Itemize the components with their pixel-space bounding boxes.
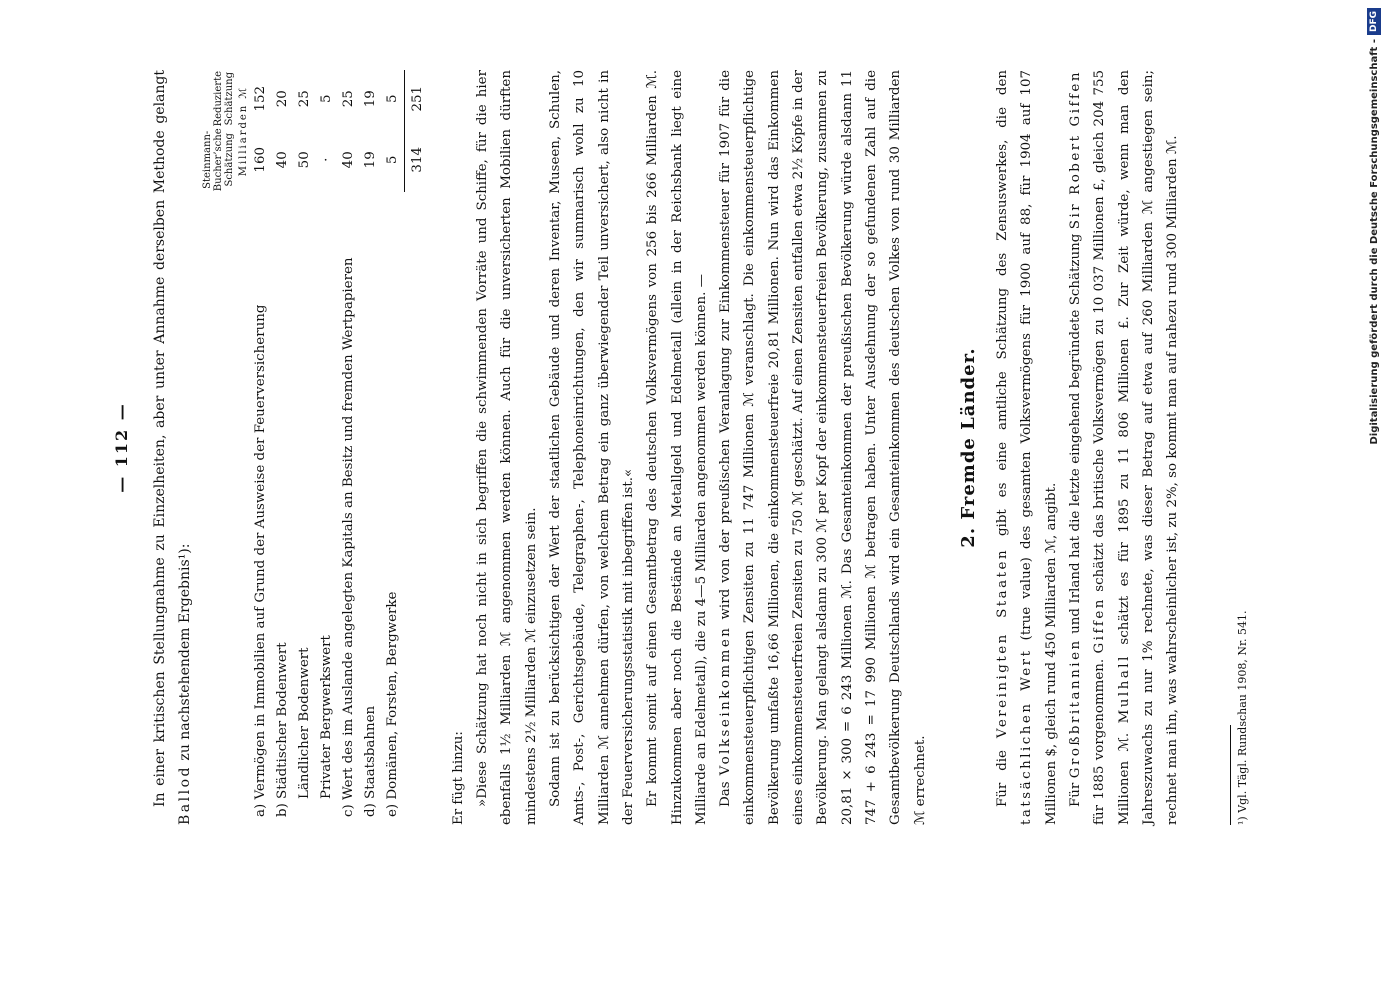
row-label: Ländlicher Bodenwert [296,647,312,799]
table-row [338,70,360,825]
text-run: für 1885 vorgenommen. [1092,658,1108,825]
table-row [294,70,316,825]
paragraph-vereinigte-staaten [991,70,1064,825]
footnote: ¹) Vgl. Tägl. Rundschau 1908, Nr. 541. [1235,610,1249,825]
footnote-rule [1230,725,1231,825]
er-fuegt-hinzu: Er fügt hinzu: [450,731,466,825]
section-heading: 2. Fremde Länder. [957,347,979,548]
row-value-1: 160 [252,147,268,173]
paragraph-volkseinkommen [714,70,933,825]
row-label: e) Domänen, Forsten, Bergwerke [384,591,400,817]
total-value-2: 251 [404,70,429,127]
table-unit-row [238,70,250,825]
row-value-1: 40 [340,151,356,169]
spaced-term: Mulhall [1116,654,1132,724]
row-value-2: 25 [340,90,356,108]
row-label: b) Städtischer Bodenwert [274,642,290,817]
intro-author-name: Ballod [176,765,193,825]
row-value-2: 19 [362,90,378,108]
table-row [272,70,294,825]
estimate-table [201,70,429,825]
spaced-term: tatsächlichen Wert [1019,648,1035,825]
text-run: gibt es eine amtliche Schätzung des Zensuswerkes, die den [995,69,1011,537]
row-value-1: 5 [384,155,400,165]
table-row [316,70,338,825]
paragraph-quote-2: Sodann ist zu berücksichtigen der Wert der staatlichen Gebäude und deren Inventar, Museen, Schulen, Amts-, Post-, Gerichtsgebäude, Telegraphen-, Telephoneinrichtungen, den wir summarisch wohl zu 10 Milliarden ℳ annehmen dürfen, von welchem Betrag ein ganz überwiegender Teil unversichert, also nicht in der Feuerversicherungsstatistik mit inbegriffen ist.« [548,70,636,825]
dfg-logo: DFG [1367,8,1381,35]
row-value-2: 152 [252,85,268,112]
table-header-row [201,70,238,825]
spaced-term: Großbritannien [1068,638,1084,779]
text-run: und Irland hat die letzte eingehend begründete Schätzung [1068,233,1084,634]
row-value-2: 5 [384,94,400,103]
intro-paragraph [148,70,197,825]
spaced-term: Giffen [1092,597,1108,654]
paragraph-gesamtbetrag: Er kommt somit auf einen Gesamtbetrag des deutschen Volksvermögens von 256 bis 266 Milliarden ℳ. Hinzukommen aber noch die Bestände an Metallgeld und Edelmetall (allein in der Reichsbank liegt eine Milliarde an Edelmetall), die zu 4—5 Milliarden angenommen werden können. — [645,70,709,825]
col-header-steinmann: Steinmann-Bucher’sche Schätzung [201,128,235,192]
table-row [382,70,405,825]
text-run: schätzt es für 1895 zu 11 806 Millionen £. Zur Zeit würde, wenn man den Jahreszuwachs zu nur 1% rechnete, was dieser Betrag auf etwa auf 260 Milliarden ℳ angestiegen sein; rechnet man ihn, was wahrscheinlicher ist, zu 2%, so kommt man auf nahezu rund 300 Milliarden ℳ. [1116,70,1181,825]
text-run: wird von der preußischen Veranlagung zur Einkommensteuer für 1907 für die einkommensteuerpflichtigen Zensiten zu 11 747 Millionen ℳ veranschlagt. Die einkommensteuerpflichtige Bevölkerung umfaßte 16,66 Millionen, die einkommensteuerfreie 20,81 Millionen. Nun wird das Einkommen eines einkommensteuerfreien Zensiten zu 750 ℳ geschätzt. Auf einen Zensiten entfallen etwa 2½ Köpfe in der Bevölkerung. Man gelangt alsdann zu 300 ℳ per Kopf der einkommensteuerfreien Bevölkerung, zusammen zu 20,81 × 300 = 6 243 Millionen ℳ. Das Gesamteinkommen der preußischen Bevölkerung würde alsdann 11 747 + 6 243 = 17 990 Millionen ℳ betragen haben. Unter Ausdehnung der so gefundenen Zahl auf die Gesamtbevölkerung Deutschlands wird ein Gesamteinkommen des deutschen Volkes von rund 30 Milliarden ℳ errechnet. [718,70,928,825]
table-total-row [404,70,429,825]
row-value-1: · [318,157,334,162]
text-run: Das [718,781,734,807]
row-value-2: 20 [274,90,290,108]
row-value-1: 40 [274,151,290,169]
spaced-term: Volkseinkommen [718,625,734,776]
document-page [110,70,1251,825]
spaced-term: Sir Robert Giffen [1068,70,1084,230]
stamp-text: Digitalisierung gefördert durch die Deutsche Forschungsgemeinschaft - [1368,39,1380,445]
paragraph-quote-1: »Diese Schätzung hat noch nicht in sich begriffen die schwimmenden Vorräte und Schiffe, für die hier ebenfalls 1½ Milliarden ℳ angenommen werden können. Auch für die unversicherten Mobilien dürften mindestens 2½ Milliarden ℳ einzusetzen sein. [475,70,539,825]
total-value-1: 314 [404,127,429,192]
row-value-2: 5 [318,94,334,103]
text-run: schätzt das britische Volksvermögen zu 10 037 Millionen £, gleich 204 755 Millionen ℳ. [1092,70,1132,825]
table-row [360,70,382,825]
row-label: d) Staatsbahnen [362,705,378,817]
table-unit: Milliarden ℳ [237,85,249,177]
text-run: Für [1068,782,1084,807]
digitization-stamp [1366,8,1382,728]
row-value-2: 25 [296,90,312,108]
spaced-term: Vereinigten Staaten [995,547,1011,739]
row-value-1: 19 [362,151,378,169]
row-label: c) Wert des im Auslande angelegten Kapitals an Besitz und fremden Wertpapieren [340,257,356,817]
intro-text-2: zu nachstehendem Ergebnis¹): [176,543,193,761]
intro-text-1: In einer kritischen Stellungnahme zu Einzelheiten, aber unter Annahme derselben Methode gelangt [152,70,169,807]
text-run: Für die [995,750,1011,807]
row-label: Privater Bergwerkswert [318,635,334,799]
col-header-reduziert: Reduzierte Schätzung [212,71,235,127]
table-row [250,70,272,825]
stamp-line [1366,8,1382,728]
page-number: — 112 — [112,402,131,493]
paragraph-grossbritannien [1064,70,1185,825]
text-run: (true value) des gesamten Volksvermögens für 1900 auf 88, für 1904 auf 107 Millionen $, gleich rund 450 Milliarden ℳ, angibt. [1019,70,1059,825]
row-value-1: 50 [296,151,312,169]
row-label: a) Vermögen in Immobilien auf Grund der Ausweise der Feuerversicherung [252,304,268,817]
